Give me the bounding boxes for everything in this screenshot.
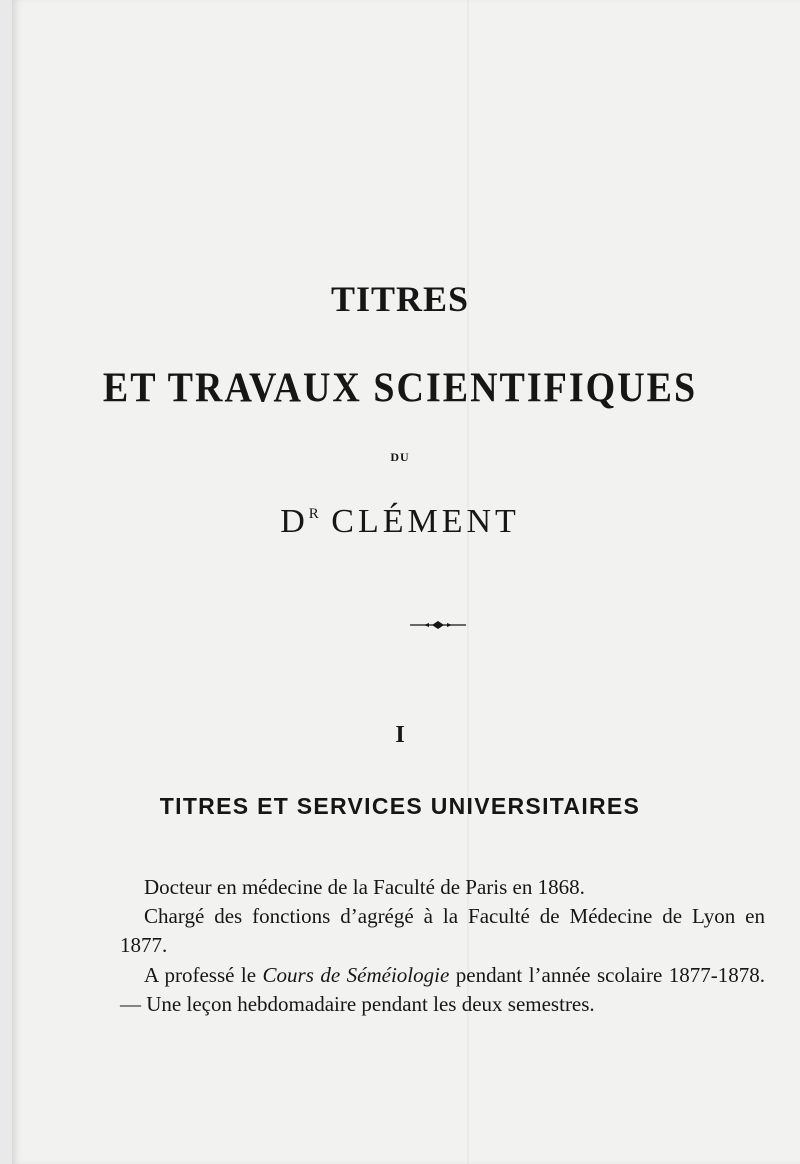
course-title: Cours de Séméiologie <box>262 963 450 987</box>
paragraph-agrege: Chargé des fonctions d’agrégé à la Faculté de Médecine de Lyon en 1877. <box>120 904 765 957</box>
title-line-1: TITRES <box>330 279 470 319</box>
teaching-suffix: pendant l’année scolaire 1877-1878. — Une leçon hebdomadaire pendant les deux semestres. <box>120 963 765 1016</box>
teaching-prefix: A professé le <box>144 963 263 987</box>
author-prefix: D <box>280 503 309 540</box>
section-title: TITRES ET SERVICES UNIVERSITAIRES <box>159 793 641 819</box>
title-line-2: ET TRAVAUX SCIENTIFIQUES <box>102 364 698 412</box>
paragraph-doctorate: Docteur en médecine de la Faculté de Paris en 1868. <box>144 875 585 899</box>
paragraph-teaching <box>120 961 765 1019</box>
author-prefix-superscript: R <box>308 506 319 522</box>
ornament-rule-icon <box>410 618 466 632</box>
title-preposition: DU <box>390 450 410 464</box>
author-name <box>0 503 800 541</box>
section-body <box>120 873 765 1019</box>
section-number: I <box>395 722 405 748</box>
author-surname: CLÉMENT <box>331 503 520 540</box>
